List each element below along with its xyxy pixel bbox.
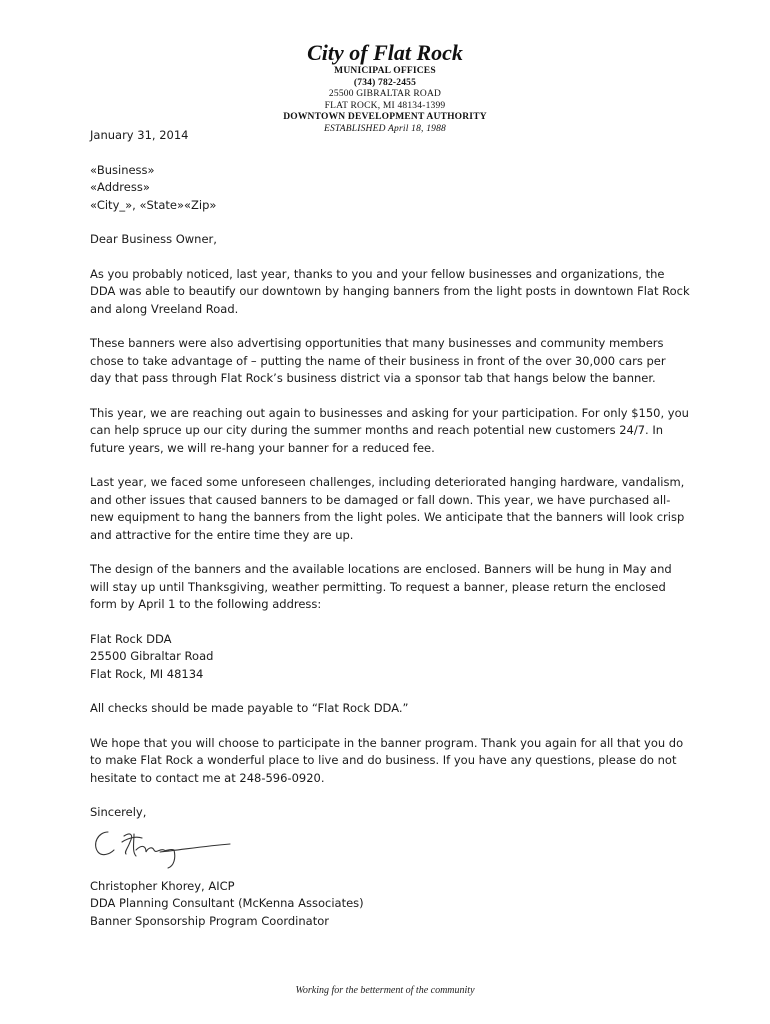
recipient-block	[90, 162, 690, 215]
mailing-address-city: Flat Rock, MI 48134	[90, 666, 204, 681]
recipient-address: «Address»	[90, 180, 150, 194]
letterhead-city-name: City of Flat Rock	[307, 40, 463, 65]
paragraph-5: The design of the banners and the available locations are enclosed. Banners will be hung in May and will stay up until Thanksgiving, weather permitting. To request a banner, please return the enclosed form by April 1 to the following address:	[90, 562, 672, 611]
mailing-address	[90, 631, 690, 684]
letterhead-phone: (734) 782-2455	[353, 77, 417, 88]
salutation: Dear Business Owner,	[90, 232, 217, 246]
recipient-business: «Business»	[90, 162, 155, 177]
letterhead-office: MUNICIPAL OFFICES	[334, 66, 436, 76]
letterhead-established: ESTABLISHED April 18, 1988	[323, 123, 446, 134]
letterhead-city-state-zip: FLAT ROCK, MI 48134-1399	[324, 100, 446, 111]
closing-paragraph: We hope that you will choose to participate in the banner program. Thank you again for all that you do to make Flat Rock a wonderful place to live and do business. If you have any questions, please do not hesitate to contact me at 248-596-0920.	[90, 735, 684, 785]
letter-body	[90, 127, 690, 930]
footer-tagline: Working for the betterment of the community	[295, 985, 475, 996]
signer-name: Christopher Khorey, AICP	[90, 878, 235, 893]
letterhead-authority: DOWNTOWN DEVELOPMENT AUTHORITY	[283, 112, 487, 122]
handwritten-signature-icon	[90, 822, 690, 872]
checks-note: All checks should be made payable to “Flat Rock DDA.”	[90, 701, 409, 715]
letterhead	[270, 40, 500, 135]
signer-role: Banner Sponsorship Program Coordinator	[90, 913, 329, 928]
letter-date: January 31, 2014	[90, 128, 189, 142]
letterhead-street: 25500 GIBRALTAR ROAD	[328, 89, 442, 99]
paragraph-3: This year, we are reaching out again to businesses and asking for your participation. For only $150, you can help spruce up our city during the summer months and reach potential new customers 24/7. In future years, we will re-hang your banner for a reduced fee.	[90, 405, 689, 455]
paragraph-4: Last year, we faced some unforeseen challenges, including deteriorated hanging hardware, vandalism, and other issues that caused banners to be damaged or fall down. This year, we have purchased all-new equipment to hang the banners from the light poles. We anticipate that the banners will look crisp and attractive for the entire time they are up.	[90, 475, 685, 542]
mailing-address-street: 25500 Gibraltar Road	[90, 649, 214, 663]
recipient-city-state-zip: «City_», «State»«Zip»	[90, 197, 217, 212]
signer-title: DDA Planning Consultant (McKenna Associates)	[90, 896, 364, 910]
paragraph-2: These banners were also advertising opportunities that many businesses and community members chose to take advantage of – putting the name of their business in front of the over 30,000 cars per day that pass through Flat Rock’s business district via a sponsor tab that hangs below the banner.	[90, 336, 666, 385]
paragraph-1: As you probably noticed, last year, thanks to you and your fellow businesses and organizations, the DDA was able to beautify our downtown by hanging banners from the light posts in downtown Flat Rock and along Vreeland Road.	[90, 266, 690, 316]
mailing-address-name: Flat Rock DDA	[90, 631, 172, 646]
signer-block	[90, 878, 690, 931]
valediction: Sincerely,	[90, 805, 147, 819]
